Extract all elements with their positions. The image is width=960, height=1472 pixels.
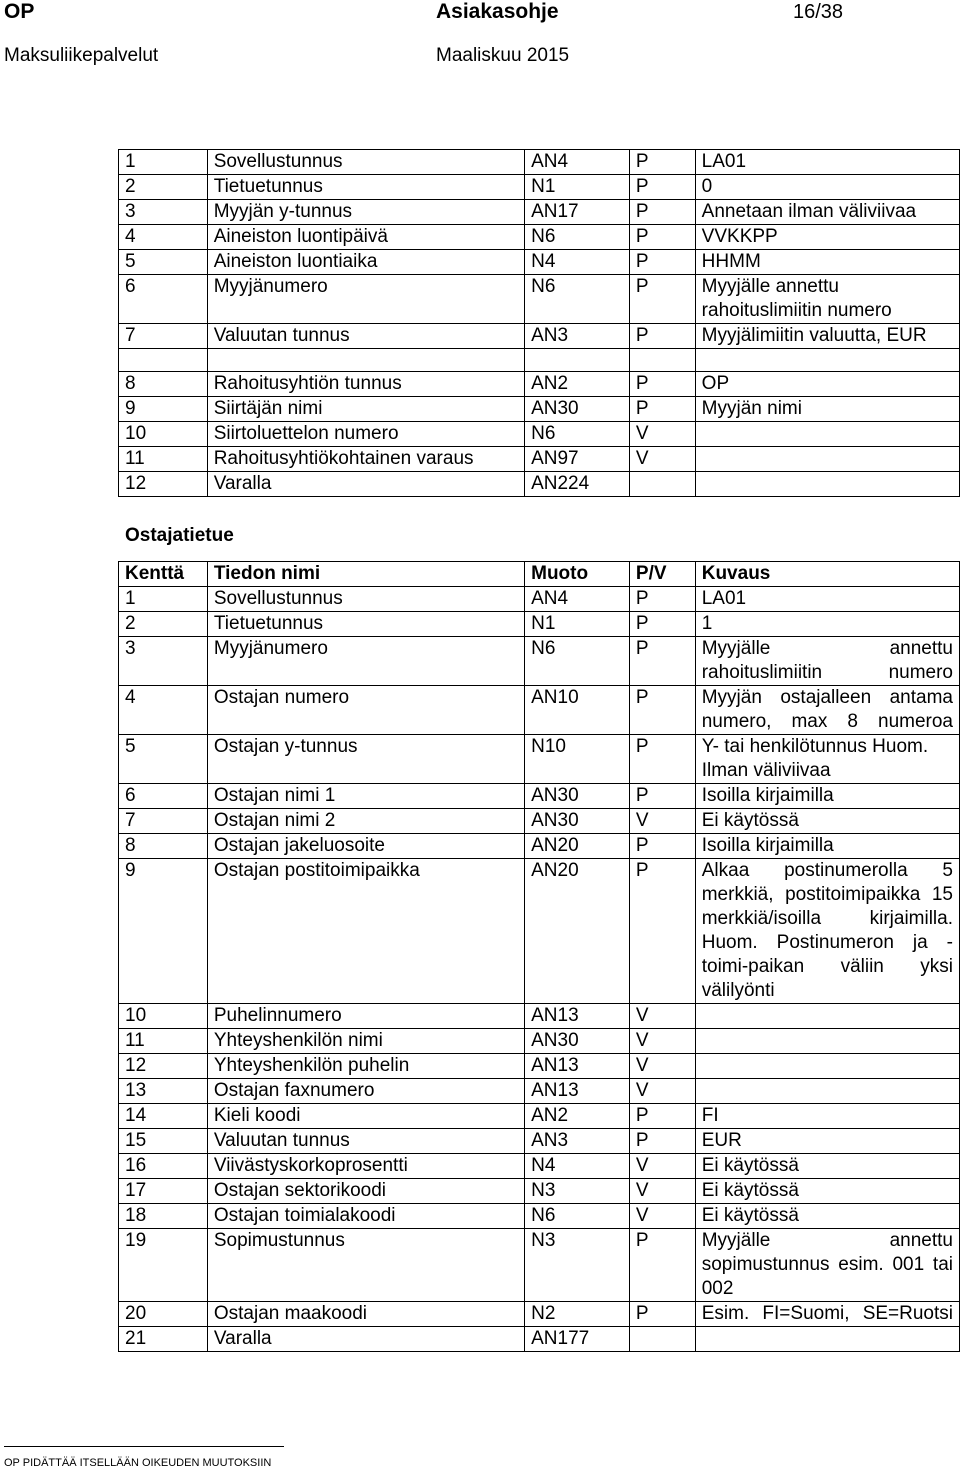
required-flag: P xyxy=(629,200,695,225)
document-title: Asiakasohje xyxy=(436,0,559,23)
table-row xyxy=(119,1104,960,1129)
field-number: 2 xyxy=(119,175,208,200)
required-flag: V xyxy=(629,447,695,472)
required-flag: P xyxy=(629,275,695,324)
table-row xyxy=(119,1129,960,1154)
field-format: N6 xyxy=(525,275,630,324)
field-name: Rahoitusyhtiökohtainen varaus xyxy=(207,447,524,472)
field-number: 15 xyxy=(119,1129,208,1154)
field-format: AN3 xyxy=(525,324,630,349)
field-format: AN30 xyxy=(525,809,630,834)
field-description xyxy=(695,1054,959,1079)
required-flag: P xyxy=(629,324,695,349)
field-description xyxy=(695,1004,959,1029)
table-row xyxy=(119,1004,960,1029)
table-row xyxy=(119,1302,960,1327)
field-description: Ei käytössä xyxy=(695,1204,959,1229)
required-flag: P xyxy=(629,225,695,250)
table-row xyxy=(119,637,960,686)
field-number: 7 xyxy=(119,809,208,834)
field-format: N1 xyxy=(525,175,630,200)
field-number: 6 xyxy=(119,784,208,809)
field-name: Ostajan numero xyxy=(207,686,524,735)
field-description: Myyjälle annettu rahoituslimiitin numero xyxy=(695,275,959,324)
field-description: OP xyxy=(695,372,959,397)
field-format: N6 xyxy=(525,225,630,250)
document-date: Maaliskuu 2015 xyxy=(436,45,570,66)
required-flag: P xyxy=(629,372,695,397)
table-row xyxy=(119,1229,960,1302)
field-name: Myyjänumero xyxy=(207,637,524,686)
table-row xyxy=(119,587,960,612)
field-number: 9 xyxy=(119,859,208,1004)
field-description: Myyjälimiitin valuutta, EUR xyxy=(695,324,959,349)
footer-notice: OP PIDÄTTÄÄ ITSELLÄÄN OIKEUDEN MUUTOKSIIN xyxy=(4,1457,272,1469)
field-name: Siirtäjän nimi xyxy=(207,397,524,422)
field-description xyxy=(695,472,959,497)
table-row xyxy=(119,859,960,1004)
table-row xyxy=(119,612,960,637)
field-number: 6 xyxy=(119,275,208,324)
field-number: 8 xyxy=(119,834,208,859)
required-flag: V xyxy=(629,1154,695,1179)
table-row xyxy=(119,784,960,809)
field-name: Ostajan y-tunnus xyxy=(207,735,524,784)
column-header: Kuvaus xyxy=(695,562,959,587)
required-flag: P xyxy=(629,784,695,809)
field-format: N6 xyxy=(525,637,630,686)
footer-divider xyxy=(4,1446,284,1447)
table-row xyxy=(119,175,960,200)
required-flag: P xyxy=(629,686,695,735)
field-name: Tietuetunnus xyxy=(207,175,524,200)
required-flag: P xyxy=(629,1229,695,1302)
required-flag: P xyxy=(629,1129,695,1154)
field-format: AN224 xyxy=(525,472,630,497)
page-number: 16/38 xyxy=(793,1,844,23)
field-description: FI xyxy=(695,1104,959,1129)
table-header-row xyxy=(119,562,960,587)
field-description: Myyjän nimi xyxy=(695,397,959,422)
field-number: 10 xyxy=(119,422,208,447)
field-name: Rahoitusyhtiön tunnus xyxy=(207,372,524,397)
table-row xyxy=(119,735,960,784)
field-number: 19 xyxy=(119,1229,208,1302)
field-name: Valuutan tunnus xyxy=(207,1129,524,1154)
department-name: Maksuliikepalvelut xyxy=(4,45,159,66)
field-description: 1 xyxy=(695,612,959,637)
table-row xyxy=(119,809,960,834)
field-format: AN30 xyxy=(525,784,630,809)
table-row xyxy=(119,447,960,472)
required-flag: V xyxy=(629,422,695,447)
required-flag: P xyxy=(629,735,695,784)
section-title: Ostajatietue xyxy=(125,525,234,546)
field-format: AN4 xyxy=(525,150,630,175)
field-name: Ostajan toimialakoodi xyxy=(207,1204,524,1229)
required-flag: V xyxy=(629,1029,695,1054)
field-name: Ostajan maakoodi xyxy=(207,1302,524,1327)
table-row xyxy=(119,225,960,250)
table-row xyxy=(119,324,960,349)
field-name: Ostajan nimi 1 xyxy=(207,784,524,809)
field-description xyxy=(695,422,959,447)
table-row xyxy=(119,275,960,324)
field-number: 1 xyxy=(119,150,208,175)
field-name: Ostajan sektorikoodi xyxy=(207,1179,524,1204)
table-row xyxy=(119,200,960,225)
field-format: N6 xyxy=(525,422,630,447)
field-name: Yhteyshenkilön nimi xyxy=(207,1029,524,1054)
field-name: Sovellustunnus xyxy=(207,587,524,612)
table-row xyxy=(119,1204,960,1229)
field-name: Ostajan faxnumero xyxy=(207,1079,524,1104)
field-name: Puhelinnumero xyxy=(207,1004,524,1029)
field-description xyxy=(695,1327,959,1352)
field-name: Varalla xyxy=(207,1327,524,1352)
field-name: Ostajan nimi 2 xyxy=(207,809,524,834)
field-name: Viivästyskorkoprosentti xyxy=(207,1154,524,1179)
spacer-cell xyxy=(207,349,524,372)
required-flag: V xyxy=(629,1004,695,1029)
required-flag: P xyxy=(629,250,695,275)
column-header: Muoto xyxy=(525,562,630,587)
field-number: 5 xyxy=(119,250,208,275)
field-number: 11 xyxy=(119,447,208,472)
field-name: Siirtoluettelon numero xyxy=(207,422,524,447)
seller-record-table xyxy=(118,149,960,497)
field-format: AN30 xyxy=(525,397,630,422)
spacer-cell xyxy=(695,349,959,372)
company-name: OP xyxy=(4,0,35,23)
required-flag: P xyxy=(629,637,695,686)
field-number: 8 xyxy=(119,372,208,397)
field-number: 20 xyxy=(119,1302,208,1327)
field-name: Aineiston luontipäivä xyxy=(207,225,524,250)
field-number: 3 xyxy=(119,637,208,686)
spacer-cell xyxy=(119,349,208,372)
field-format: AN4 xyxy=(525,587,630,612)
field-description: Ei käytössä xyxy=(695,809,959,834)
table-row xyxy=(119,1079,960,1104)
field-number: 21 xyxy=(119,1327,208,1352)
field-number: 5 xyxy=(119,735,208,784)
required-flag: P xyxy=(629,859,695,1004)
field-format: AN20 xyxy=(525,834,630,859)
spacer-row xyxy=(119,349,960,372)
table-row xyxy=(119,372,960,397)
field-name: Kieli koodi xyxy=(207,1104,524,1129)
required-flag: P xyxy=(629,1104,695,1129)
table-row xyxy=(119,686,960,735)
field-number: 18 xyxy=(119,1204,208,1229)
column-header: P/V xyxy=(629,562,695,587)
field-description: VVKKPP xyxy=(695,225,959,250)
field-description xyxy=(695,447,959,472)
field-name: Aineiston luontiaika xyxy=(207,250,524,275)
field-format: N1 xyxy=(525,612,630,637)
field-format: N6 xyxy=(525,1204,630,1229)
field-name: Ostajan postitoimipaikka xyxy=(207,859,524,1004)
field-number: 3 xyxy=(119,200,208,225)
field-description xyxy=(695,1029,959,1054)
field-number: 4 xyxy=(119,225,208,250)
field-format: AN30 xyxy=(525,1029,630,1054)
required-flag xyxy=(629,1327,695,1352)
field-description: LA01 xyxy=(695,587,959,612)
field-number: 13 xyxy=(119,1079,208,1104)
field-number: 17 xyxy=(119,1179,208,1204)
required-flag: V xyxy=(629,809,695,834)
required-flag: P xyxy=(629,150,695,175)
column-header: Kenttä xyxy=(119,562,208,587)
field-format: AN20 xyxy=(525,859,630,1004)
field-name: Varalla xyxy=(207,472,524,497)
field-number: 7 xyxy=(119,324,208,349)
required-flag: P xyxy=(629,175,695,200)
field-description: 0 xyxy=(695,175,959,200)
table-row xyxy=(119,472,960,497)
field-name: Yhteyshenkilön puhelin xyxy=(207,1054,524,1079)
field-format: N4 xyxy=(525,1154,630,1179)
field-format: AN2 xyxy=(525,1104,630,1129)
field-format: AN177 xyxy=(525,1327,630,1352)
field-number: 10 xyxy=(119,1004,208,1029)
field-format: AN3 xyxy=(525,1129,630,1154)
field-description: EUR xyxy=(695,1129,959,1154)
required-flag: P xyxy=(629,612,695,637)
required-flag: P xyxy=(629,834,695,859)
field-number: 14 xyxy=(119,1104,208,1129)
table-row xyxy=(119,1179,960,1204)
field-description: Myyjälle annettu rahoituslimiitin numero xyxy=(695,637,959,686)
required-flag xyxy=(629,472,695,497)
field-description: Annetaan ilman väliviivaa xyxy=(695,200,959,225)
required-flag: P xyxy=(629,1302,695,1327)
required-flag: P xyxy=(629,397,695,422)
field-number: 4 xyxy=(119,686,208,735)
field-name: Myyjänumero xyxy=(207,275,524,324)
field-format: AN2 xyxy=(525,372,630,397)
required-flag: P xyxy=(629,587,695,612)
field-number: 12 xyxy=(119,472,208,497)
field-description: HHMM xyxy=(695,250,959,275)
table-row xyxy=(119,1029,960,1054)
field-format: AN13 xyxy=(525,1054,630,1079)
required-flag: V xyxy=(629,1179,695,1204)
table-row xyxy=(119,250,960,275)
field-description: Myyjälle annettu sopimustunnus esim. 001 tai 002 xyxy=(695,1229,959,1302)
field-description: Myyjän ostajalleen antama numero, max 8 numeroa xyxy=(695,686,959,735)
field-number: 11 xyxy=(119,1029,208,1054)
field-format: AN10 xyxy=(525,686,630,735)
required-flag: V xyxy=(629,1204,695,1229)
field-description: Alkaa postinumerolla 5 merkkiä, postitoimipaikka 15 merkkiä/isoilla kirjaimilla. Huom. Postinumeron ja -toimi-paikan väliin yksi välilyönti xyxy=(695,859,959,1004)
field-name: Sopimustunnus xyxy=(207,1229,524,1302)
field-description: Ei käytössä xyxy=(695,1179,959,1204)
table-row xyxy=(119,422,960,447)
field-description: Esim. FI=Suomi, SE=Ruotsi xyxy=(695,1302,959,1327)
field-name: Tietuetunnus xyxy=(207,612,524,637)
field-number: 9 xyxy=(119,397,208,422)
field-description: Isoilla kirjaimilla xyxy=(695,834,959,859)
field-number: 16 xyxy=(119,1154,208,1179)
field-description: LA01 xyxy=(695,150,959,175)
field-description: Y- tai henkilötunnus Huom. Ilman väliviivaa xyxy=(695,735,959,784)
field-name: Myyjän y-tunnus xyxy=(207,200,524,225)
spacer-cell xyxy=(629,349,695,372)
table-row xyxy=(119,1154,960,1179)
field-format: N4 xyxy=(525,250,630,275)
spacer-cell xyxy=(525,349,630,372)
field-name: Ostajan jakeluosoite xyxy=(207,834,524,859)
table-row xyxy=(119,1327,960,1352)
required-flag: V xyxy=(629,1079,695,1104)
field-name: Sovellustunnus xyxy=(207,150,524,175)
table-row xyxy=(119,150,960,175)
field-name: Valuutan tunnus xyxy=(207,324,524,349)
field-number: 2 xyxy=(119,612,208,637)
field-format: N2 xyxy=(525,1302,630,1327)
field-format: AN97 xyxy=(525,447,630,472)
field-number: 12 xyxy=(119,1054,208,1079)
field-number: 1 xyxy=(119,587,208,612)
table-row xyxy=(119,397,960,422)
field-format: N10 xyxy=(525,735,630,784)
field-format: AN13 xyxy=(525,1004,630,1029)
field-format: N3 xyxy=(525,1229,630,1302)
field-description: Ei käytössä xyxy=(695,1154,959,1179)
table-row xyxy=(119,834,960,859)
buyer-record-table xyxy=(118,561,960,1352)
field-description: Isoilla kirjaimilla xyxy=(695,784,959,809)
required-flag: V xyxy=(629,1054,695,1079)
field-format: AN17 xyxy=(525,200,630,225)
field-description xyxy=(695,1079,959,1104)
table-row xyxy=(119,1054,960,1079)
field-format: N3 xyxy=(525,1179,630,1204)
field-format: AN13 xyxy=(525,1079,630,1104)
column-header: Tiedon nimi xyxy=(207,562,524,587)
